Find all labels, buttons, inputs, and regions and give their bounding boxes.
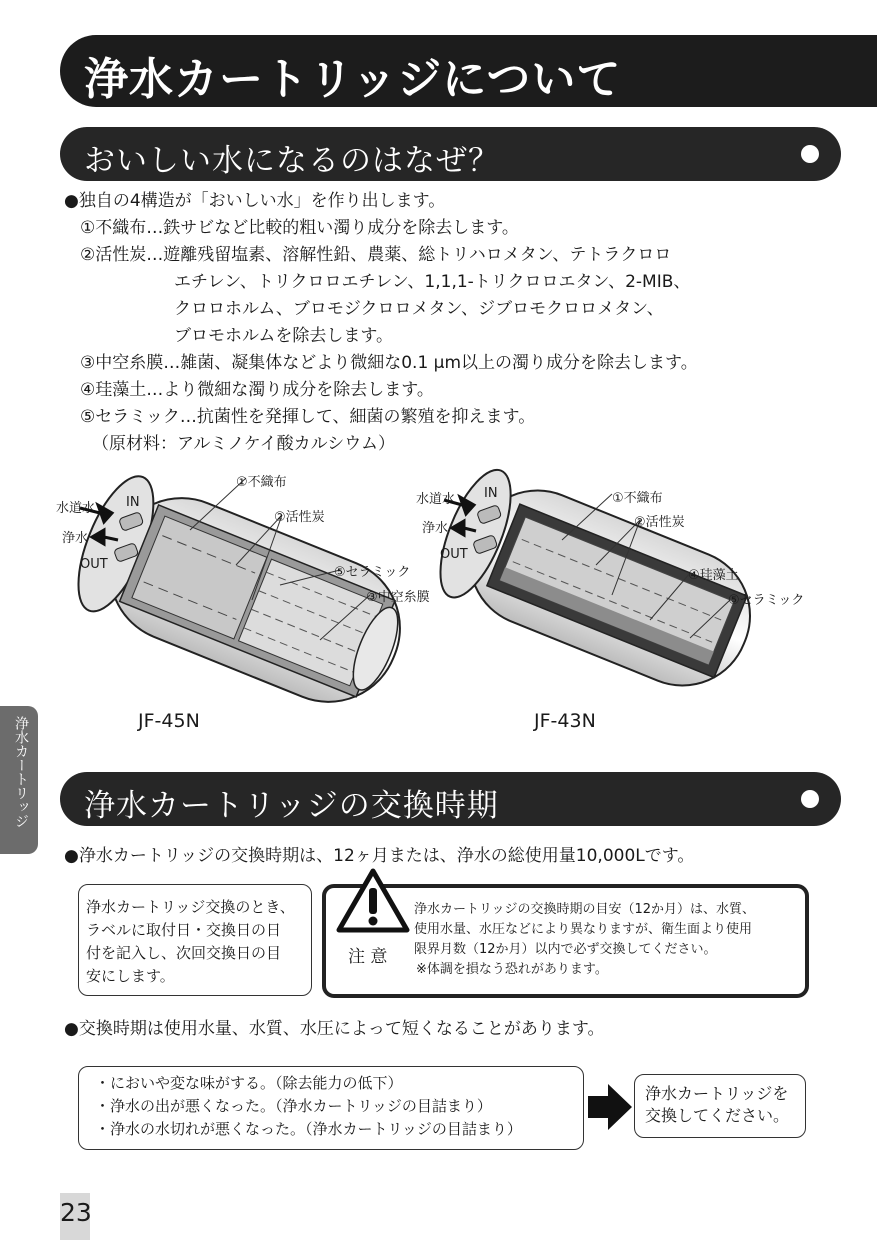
- side-tab: [0, 706, 38, 854]
- item-line: ②活性炭…遊離残留塩素、溶解性鉛、農薬、総トリハロメタン、テトラクロロ: [80, 245, 672, 265]
- replacement-intro: ● 浄水カートリッジの交換時期は、12ヶ月または、浄水の総使用量10,000Lです。: [64, 843, 694, 870]
- symptoms-box: [78, 1066, 584, 1150]
- warning-triangle-icon: [336, 868, 410, 934]
- in-label: IN: [126, 495, 140, 510]
- label-note-line: ラベルに取付日・交換日の日: [86, 921, 282, 939]
- section-heading-text: おいしい水になるのはなぜ？: [84, 143, 500, 179]
- item-line: ブロモホルムを除去します。: [174, 326, 393, 346]
- symptom-item: ・においや変な味がする。（除去能力の低下）: [95, 1074, 403, 1092]
- right-arrow-icon: [588, 1084, 632, 1130]
- caution-note: ※体調を損なう恐れがあります。: [416, 962, 608, 977]
- symptom-item: ・浄水の水切れが悪くなった。（浄水カートリッジの目詰まり）: [95, 1120, 522, 1138]
- item-line: エチレン、トリクロロエチレン、1,1,1-トリクロロエタン、2-MIB、: [174, 272, 691, 292]
- heading-dot: [801, 145, 819, 163]
- page-number: 23: [60, 1198, 92, 1227]
- label-note-line: 安にします。: [86, 967, 175, 985]
- part-label-nonwoven: ①不織布: [236, 475, 287, 490]
- tap-water-label: 水道水: [416, 492, 456, 507]
- caution-box: [322, 884, 809, 998]
- side-tab-label: 浄水カートリッジ: [13, 716, 29, 828]
- part-label-ceramic: ⑤セラミック: [728, 593, 805, 608]
- action-box: [634, 1074, 806, 1138]
- action-line: 交換してください。: [645, 1106, 790, 1125]
- page-title-bar: [60, 35, 877, 107]
- part-label-hollow-fiber: ③中空糸膜: [366, 590, 430, 605]
- symptom-item: ・浄水の出が悪くなった。（浄水カートリッジの目詰まり）: [95, 1097, 492, 1115]
- item-line: ③中空糸膜…雑菌、凝集体などより微細な0.1 μm以上の濁り成分を除去します。: [80, 353, 698, 373]
- tap-water-label: 水道水: [56, 501, 96, 516]
- caution-line: 限界月数（12か月）以内で必ず交換してください。: [414, 942, 717, 957]
- heading-dot: [801, 790, 819, 808]
- purified-water-label: 浄水: [422, 521, 449, 536]
- item-line: ⑤セラミック…抗菌性を発揮して、細菌の繁殖を抑えます。: [80, 407, 536, 427]
- part-label-carbon: ②活性炭: [274, 510, 325, 525]
- caution-line: 浄水カートリッジの交換時期の目安（12か月）は、水質、: [414, 902, 756, 917]
- label-note-box: [78, 884, 312, 996]
- section-heading-replacement: [60, 772, 841, 826]
- section-heading-text: 浄水カートリッジの交換時期: [84, 788, 499, 824]
- action-line: 浄水カートリッジを: [645, 1084, 789, 1103]
- section-heading-why: [60, 127, 841, 181]
- model-jf45n: JF-45N: [138, 710, 200, 732]
- out-label: OUT: [80, 557, 108, 572]
- caution-label: 注 意: [348, 947, 388, 967]
- item-line: ④珪藻土…より微細な濁り成分を除去します。: [80, 380, 434, 400]
- part-label-carbon: ②活性炭: [634, 515, 685, 530]
- part-label-nonwoven: ①不織布: [612, 491, 663, 506]
- model-jf43n: JF-43N: [534, 710, 596, 732]
- caution-line: 使用水量、水圧などにより異なりますが、衛生面より使用: [414, 922, 753, 937]
- item-line: クロロホルム、ブロモジクロロメタン、ジブロモクロロメタン、: [174, 299, 664, 319]
- shorten-note: ● 交換時期は使用水量、水質、水圧によって短くなることがあります。: [64, 1016, 604, 1043]
- label-note-line: 浄水カートリッジ交換のとき、: [86, 898, 295, 916]
- part-label-ceramic: ⑤セラミック: [334, 565, 411, 580]
- in-label: IN: [484, 486, 498, 501]
- label-note-line: 付を記入し、次回交換日の目: [86, 944, 282, 962]
- out-label: OUT: [440, 547, 468, 562]
- purified-water-label: 浄水: [62, 531, 89, 546]
- part-label-diatomite: ④珪藻土: [688, 568, 739, 583]
- cartridge-jf43n-illustration: [426, 461, 770, 705]
- item-line: ①不織布…鉄サビなど比較的粗い濁り成分を除去します。: [80, 218, 519, 238]
- item-line: （原材料：アルミノケイ酸カルシウム）: [92, 434, 396, 454]
- intro-line: ● 独自の4構造が「おいしい水」を作り出します。: [64, 188, 445, 215]
- page-title: 浄水カートリッジについて: [84, 54, 622, 105]
